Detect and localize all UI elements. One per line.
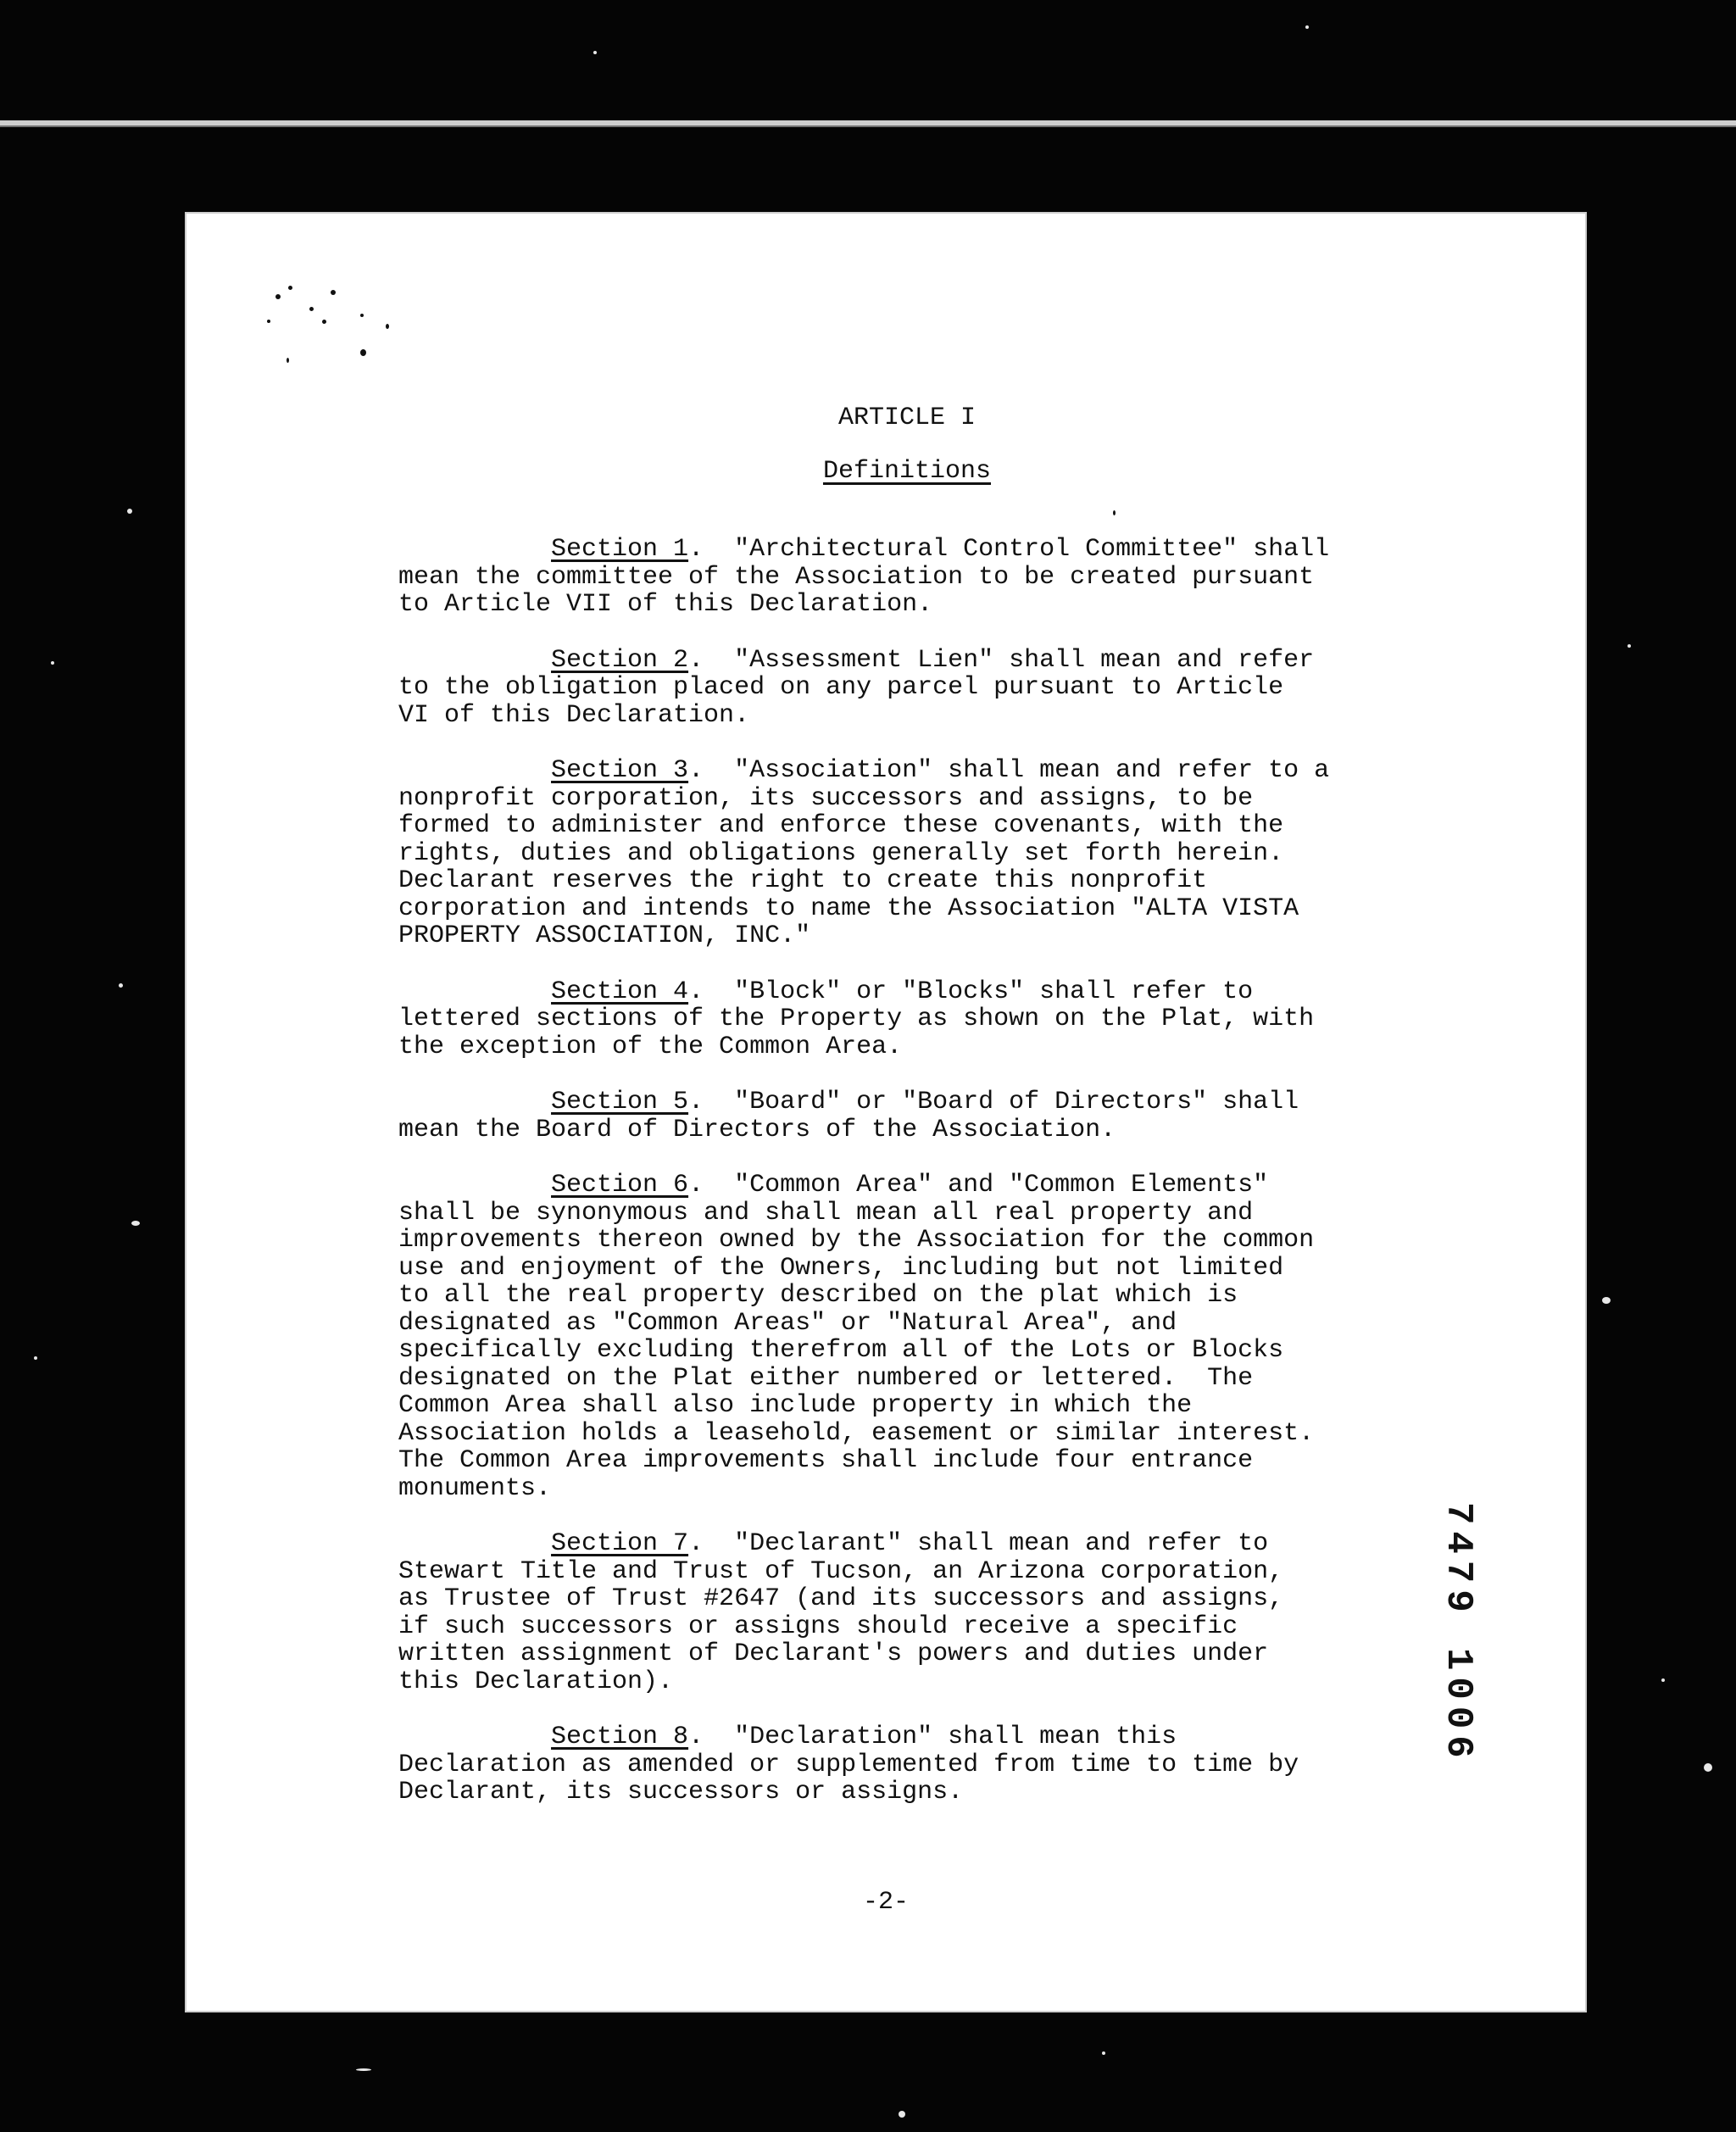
section-1 — [398, 536, 1416, 619]
article-heading: ARTICLE I — [837, 404, 976, 432]
page-number: -2- — [862, 1888, 909, 1917]
section-8-text: . "Declaration" shall mean this Declaration as amended or supplemented from time to time by Declarant, its successors or assigns. — [398, 1723, 1299, 1806]
section-5-text: . "Board" or "Board of Directors" shall mean the Board of Directors of the Association. — [398, 1088, 1299, 1144]
section-6 — [398, 1172, 1416, 1502]
section-3-text: . "Association" shall mean and refer to a nonprofit corporation, its successors and assigns, to be formed to administer and enforce these covenants, with the rights, duties and obligations generally set forth herein. Declarant reserves the right to create this nonprofit corporation and intends to name the Association "ALTA VISTA PROPERTY ASSOCIATION, INC." — [398, 756, 1330, 950]
section-4-text: . "Block" or "Blocks" shall refer to lettered sections of the Property as shown on the Plat, with the exception of the Common Area. — [398, 977, 1315, 1061]
section-3 — [398, 757, 1416, 950]
document-page — [186, 214, 1585, 2011]
section-7-text: . "Declarant" shall mean and refer to Stewart Title and Trust of Tucson, an Arizona corporation, as Trustee of Trust #2647 (and its successors and assigns, if such successors or assigns should receive a specific written assignment of Declarant's powers and duties under this Declaration). — [398, 1529, 1284, 1696]
scan-line — [0, 125, 1736, 127]
section-5-label: Section 5 — [551, 1088, 689, 1116]
section-8-label: Section 8 — [551, 1723, 689, 1751]
section-8 — [398, 1723, 1416, 1806]
section-7 — [398, 1530, 1416, 1695]
section-2-label: Section 2 — [551, 645, 689, 675]
section-1-label: Section 1 — [551, 535, 689, 564]
section-2-text: . "Assessment Lien" shall mean and refer to the obligation placed on any parcel pursuant to Article VI of this Declaration. — [398, 645, 1315, 730]
section-1-text: . "Architectural Control Committee" shall mean the committee of the Association to be created pursuant to Article VII of this Declaration. — [398, 535, 1330, 619]
section-6-label: Section 6 — [551, 1171, 689, 1200]
section-5 — [398, 1088, 1416, 1144]
section-2 — [398, 647, 1416, 730]
section-3-label: Section 3 — [551, 756, 689, 785]
margin-stamp: 7479 1006 — [1437, 1502, 1479, 1765]
section-7-label: Section 7 — [551, 1529, 689, 1558]
section-4-label: Section 4 — [551, 977, 689, 1006]
section-4 — [398, 978, 1416, 1061]
definitions-heading: Definitions — [822, 456, 992, 486]
section-6-text: . "Common Area" and "Common Elements" shall be synonymous and shall mean all real property and improvements thereon owned by the Association for the common use and enjoyment of the Owners, including but not limited to all the real property described on the plat which is designated as "Common Areas" or "Natural Area", and specifically excluding therefrom all of the Lots or Blocks designated on the Plat either numbered or lettered. The Common Area shall also include property in which the Association holds a leasehold, easement or similar interest. The Common Area improvements shall include four entrance monuments. — [398, 1171, 1315, 1503]
document-body — [398, 404, 1416, 1806]
